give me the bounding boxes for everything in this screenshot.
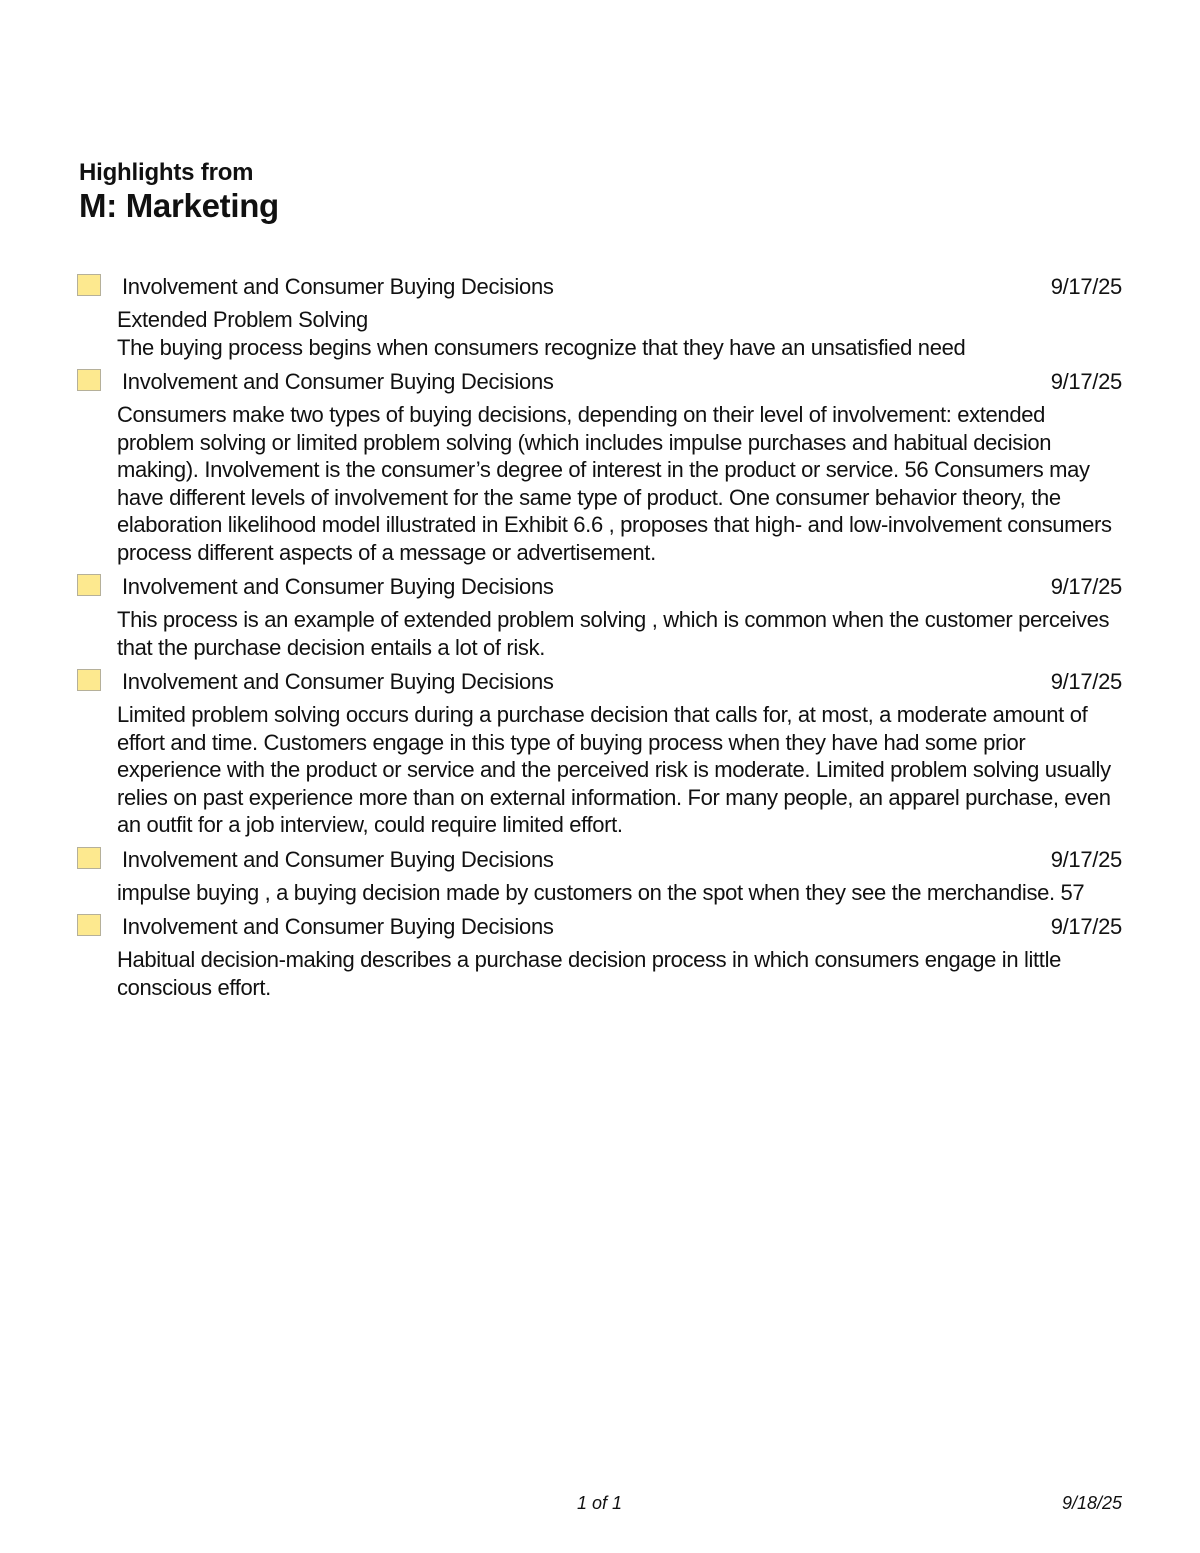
header-subtitle: Highlights from	[79, 159, 254, 186]
chapter-label: Involvement and Consumer Buying Decisions	[122, 669, 554, 694]
highlight-date: 9/17/25	[1050, 846, 1122, 872]
highlight-date: 9/17/25	[1050, 669, 1122, 694]
highlight-text: This process is an example of extended problem solving , which is common when the customer perceives that the purchase decision entails a lot of risk.	[117, 607, 1110, 660]
highlight-text: Habitual decision-making describes a purchase decision process in which consumers engage in little conscious effort.	[117, 947, 1061, 1000]
highlight-date: 9/17/25	[1050, 274, 1122, 299]
chapter-label: Involvement and Consumer Buying Decisions	[122, 369, 554, 394]
chapter-label: Involvement and Consumer Buying Decisions	[122, 846, 554, 872]
document-header	[79, 158, 279, 226]
highlight-text: The buying process begins when consumers recognize that they have an unsatisfied need	[117, 334, 966, 360]
highlight-date: 9/17/25	[1050, 369, 1122, 394]
highlight-color-swatch-icon	[77, 847, 101, 869]
chapter-label: Involvement and Consumer Buying Decisions	[122, 574, 554, 599]
highlight-color-swatch-icon	[77, 914, 101, 936]
highlight-entry	[76, 667, 1126, 845]
highlight-text: Limited problem solving occurs during a purchase decision that calls for, at most, a moderate amount of effort and time. Customers engage in this type of buying process when they have had some prior experience with the product or service and the perceived risk is moderate. Limited problem solving usually relies on past experience more than on external information. For many people, an apparel purchase, even an outfit for a job interview, could require limited effort.	[117, 702, 1111, 837]
chapter-label: Involvement and Consumer Buying Decisions	[122, 914, 554, 939]
highlight-text: Consumers make two types of buying decisions, depending on their level of involvement: extended problem solving or limited problem solving (which includes impulse purchases and habitual decision making). Involvement is the consumer’s degree of interest in the product or service. 56 Consumers may have different levels of involvement for the same type of product. One consumer behavior theory, the elaboration likelihood model illustrated in Exhibit 6.6 , proposes that high- and low-involvement consumers process different aspects of a message or advertisement.	[117, 402, 1112, 565]
chapter-label: Involvement and Consumer Buying Decisions	[122, 274, 554, 299]
highlight-color-swatch-icon	[77, 574, 101, 596]
highlight-entry	[76, 272, 1126, 367]
export-date: 9/18/25	[1061, 1493, 1122, 1513]
highlight-text: impulse buying , a buying decision made by customers on the spot when they see the merchandise. 57	[117, 879, 1085, 905]
highlight-date: 9/17/25	[1050, 914, 1122, 939]
highlight-entry	[76, 845, 1126, 913]
highlight-note: Extended Problem Solving	[117, 307, 368, 332]
highlight-entry	[76, 367, 1126, 572]
book-title: M: Marketing	[79, 187, 279, 224]
highlight-entry	[76, 912, 1126, 1007]
page-number: 1 of 1	[577, 1493, 623, 1513]
highlight-date: 9/17/25	[1050, 574, 1122, 599]
highlight-color-swatch-icon	[77, 369, 101, 391]
highlight-color-swatch-icon	[77, 274, 101, 296]
highlight-color-swatch-icon	[77, 669, 101, 691]
highlights-list	[76, 272, 1126, 1007]
highlight-entry	[76, 572, 1126, 667]
